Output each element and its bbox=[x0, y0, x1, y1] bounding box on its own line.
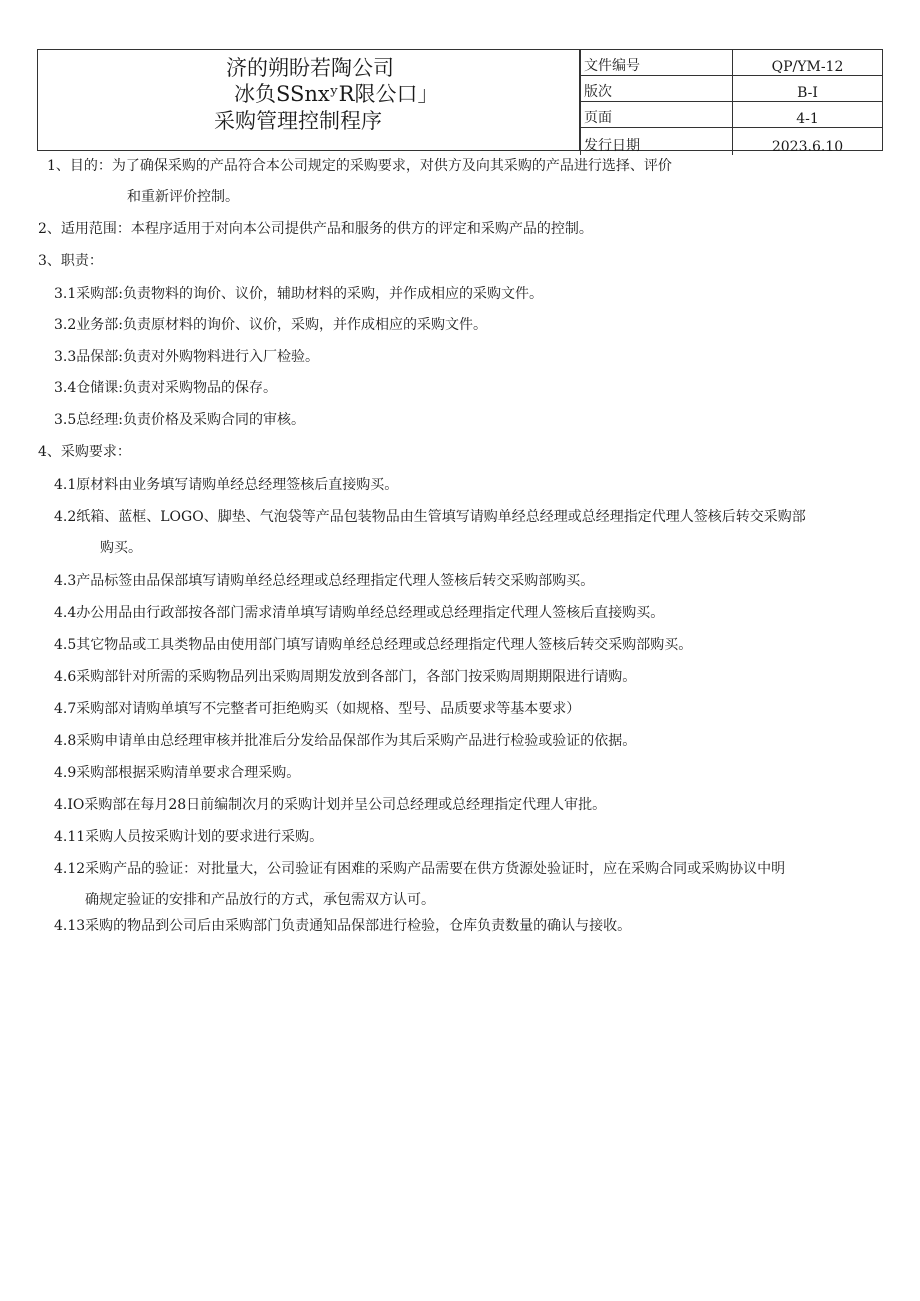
meta-label: 发行日期 bbox=[581, 128, 733, 156]
meta-value: QP/YM-12 bbox=[733, 50, 883, 76]
responsibility-3-3: 3.3品保部:负责对外购物料进行入厂检验。 bbox=[54, 349, 319, 365]
company-name-line2: 冰负SSnxʸR限公口」 bbox=[234, 82, 439, 106]
requirement-4-13: 4.13采购的物品到公司后由采购部门负责通知品保部进行检验，仓库负责数量的确认与接收。 bbox=[54, 918, 632, 934]
meta-label: 页面 bbox=[581, 102, 733, 128]
meta-value: 2023.6.10 bbox=[733, 128, 883, 156]
section-purpose: 1、目的：为了确保采购的产品符合本公司规定的采购要求，对供方及向其采购的产品进行选择、评价 bbox=[47, 158, 672, 174]
responsibility-3-2: 3.2业务部:负责原材料的询价、议价，采购，并作成相应的采购文件。 bbox=[54, 317, 487, 333]
requirement-4-11: 4.11采购人员按采购计划的要求进行采购。 bbox=[54, 829, 324, 845]
requirement-4-2: 4.2纸箱、蓝框、LOGO、脚垫、气泡袋等产品包装物品由生管填写请购单经总经理或总经理指定代理人签核后转交采购部 bbox=[54, 509, 806, 525]
meta-row-version bbox=[581, 76, 883, 102]
document-title: 采购管理控制程序 bbox=[214, 109, 382, 133]
document-header bbox=[37, 49, 883, 155]
meta-value: 4-1 bbox=[733, 102, 883, 128]
section-requirements-heading: 4、采购要求： bbox=[38, 444, 131, 460]
section-responsibilities-heading: 3、职责： bbox=[38, 253, 103, 269]
meta-row-doc-number bbox=[581, 50, 883, 76]
meta-row-page bbox=[581, 102, 883, 128]
requirement-4-12: 4.12采购产品的验证：对批量大，公司验证有困难的采购产品需要在供方货源处验证时，应在采购合同或采购协议中明 bbox=[54, 861, 786, 877]
meta-label: 文件编号 bbox=[581, 50, 733, 76]
meta-label: 版次 bbox=[581, 76, 733, 102]
document-meta-table bbox=[580, 50, 882, 155]
responsibility-3-1: 3.1采购部:负责物料的询价、议价，辅助材料的采购，并作成相应的采购文件。 bbox=[54, 286, 543, 302]
requirement-4-9: 4.9采购部根据采购清单要求合理采购。 bbox=[54, 765, 301, 781]
requirement-4-7: 4.7采购部对请购单填写不完整者可拒绝购买（如规格、型号、品质要求等基本要求） bbox=[54, 701, 581, 717]
section-purpose-cont: 和重新评价控制。 bbox=[127, 189, 239, 205]
responsibility-3-4: 3.4仓储课:负责对采购物品的保存。 bbox=[54, 380, 277, 396]
title-block bbox=[38, 50, 580, 150]
meta-value: B-I bbox=[733, 76, 883, 102]
responsibility-3-5: 3.5总经理:负责价格及采购合同的审核。 bbox=[54, 412, 305, 428]
requirement-4-1: 4.1原材料由业务填写请购单经总经理签核后直接购买。 bbox=[54, 477, 399, 493]
requirement-4-8: 4.8采购申请单由总经理审核并批准后分发给品保部作为其后采购产品进行检验或验证的依据。 bbox=[54, 733, 637, 749]
meta-row-issue-date bbox=[581, 128, 883, 156]
requirement-4-2-cont: 购买。 bbox=[100, 540, 142, 556]
requirement-4-6: 4.6采购部针对所需的采购物品列出采购周期发放到各部门，各部门按采购周期期限进行请购。 bbox=[54, 669, 637, 685]
requirement-4-4: 4.4办公用品由行政部按各部门需求清单填写请购单经总经理或总经理指定代理人签核后直接购买。 bbox=[54, 605, 665, 621]
requirement-4-3: 4.3产品标签由品保部填写请购单经总经理或总经理指定代理人签核后转交采购部购买。 bbox=[54, 573, 595, 589]
requirement-4-10: 4.IO采购部在每月28日前编制次月的采购计划并呈公司总经理或总经理指定代理人审批。 bbox=[54, 797, 607, 813]
requirement-4-12-cont: 确规定验证的安排和产品放行的方式，承包需双方认可。 bbox=[85, 892, 435, 908]
section-scope: 2、适用范围：本程序适用于对向本公司提供产品和服务的供方的评定和采购产品的控制。 bbox=[38, 221, 593, 237]
requirement-4-5: 4.5其它物品或工具类物品由使用部门填写请购单经总经理或总经理指定代理人签核后转交采购部购买。 bbox=[54, 637, 693, 653]
company-name-line1: 济的朔盼若陶公司 bbox=[226, 56, 394, 80]
